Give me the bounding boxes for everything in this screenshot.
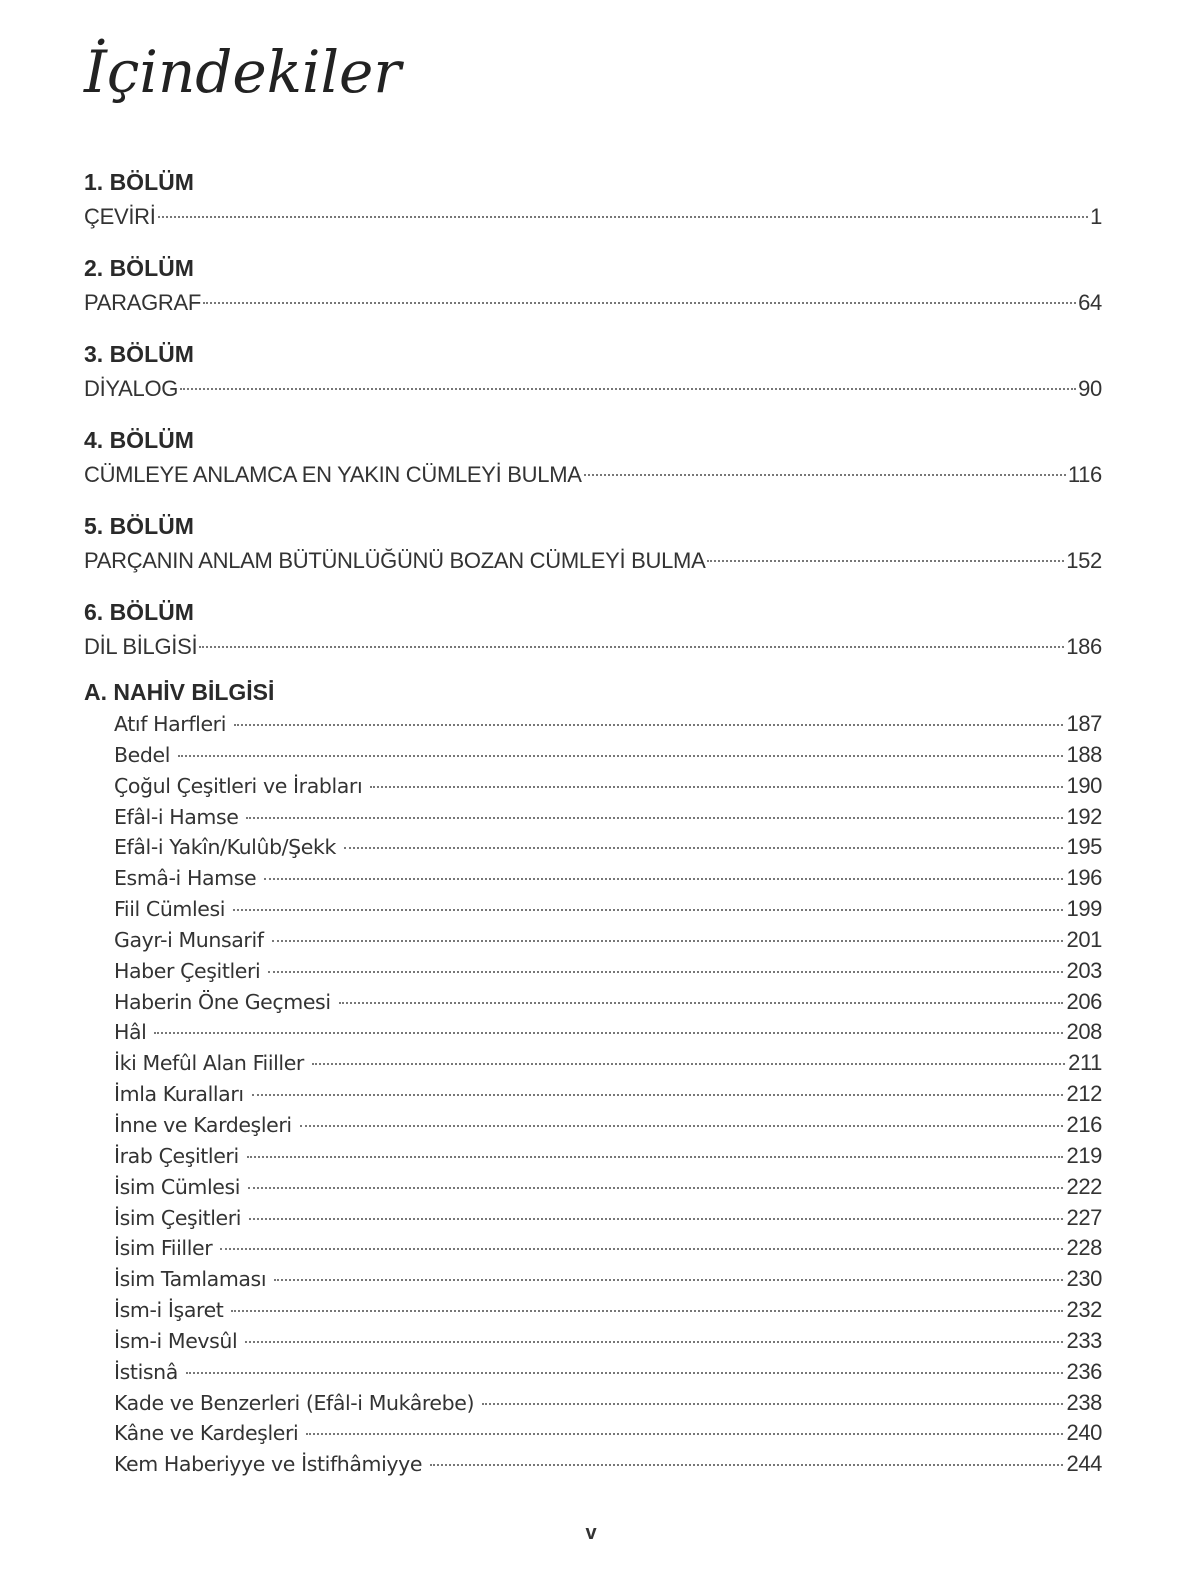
toc-subentry[interactable] <box>84 1141 1102 1172</box>
dot-leader <box>248 1187 1063 1189</box>
toc-entry[interactable] <box>84 629 1102 665</box>
subentry-label: Çoğul Çeşitleri ve İrabları <box>114 773 363 798</box>
dot-leader <box>233 909 1063 911</box>
subentry-label: İsim Tamlaması <box>114 1267 267 1292</box>
entry-label: PARÇANIN ANLAM BÜTÜNLÜĞÜNÜ BOZAN CÜMLEYİ BULMA <box>84 548 706 573</box>
subentry-page: 236 <box>1066 1358 1102 1384</box>
dot-leader <box>234 724 1063 726</box>
dot-leader <box>312 1063 1065 1065</box>
subentry-label: Efâl-i Yakîn/Kulûb/Şekk <box>114 835 336 860</box>
entry-page: 1 <box>1090 204 1102 229</box>
subentry-label: Kade ve Benzerleri (Efâl-i Mukârebe) <box>114 1390 475 1415</box>
dot-leader <box>344 847 1064 849</box>
toc-entry[interactable] <box>84 285 1102 321</box>
toc-subentry[interactable] <box>84 1203 1102 1234</box>
subentry-label: İnne ve Kardeşleri <box>114 1112 292 1137</box>
toc-subentry[interactable] <box>84 1388 1102 1419</box>
toc-subentry[interactable] <box>84 863 1102 894</box>
dot-leader <box>264 878 1063 880</box>
subentry-page: 228 <box>1066 1235 1102 1261</box>
dot-leader <box>430 1464 1063 1466</box>
subentry-page: 216 <box>1066 1111 1102 1137</box>
toc-subentry[interactable] <box>84 1048 1102 1079</box>
dot-leader <box>220 1248 1063 1250</box>
subentry-page: 230 <box>1066 1266 1102 1292</box>
subentry-page: 227 <box>1066 1204 1102 1230</box>
dot-leader <box>300 1125 1064 1127</box>
subentry-label: Gayr-i Munsarif <box>114 927 264 952</box>
subentry-label: İmla Kuralları <box>114 1082 244 1107</box>
toc-section <box>84 166 1102 235</box>
entry-page: 116 <box>1067 462 1102 487</box>
subentry-label: Hâl <box>114 1020 147 1045</box>
section-heading: 4. BÖLÜM <box>84 427 194 453</box>
subentry-label: Haberin Öne Geçmesi <box>114 989 331 1014</box>
entry-label: ÇEVİRİ <box>84 204 156 229</box>
subentry-page: 240 <box>1066 1420 1102 1446</box>
subentry-page: 201 <box>1066 926 1102 952</box>
entry-label: PARAGRAF <box>84 290 201 315</box>
section-heading: 6. BÖLÜM <box>84 599 194 625</box>
toc-entry[interactable] <box>84 457 1102 493</box>
table-of-contents <box>84 166 1102 1480</box>
entry-page: 186 <box>1066 634 1102 659</box>
toc-subentry[interactable] <box>84 987 1102 1018</box>
toc-subentry[interactable] <box>84 1418 1102 1449</box>
subentry-page: 233 <box>1066 1327 1102 1353</box>
subentry-page: 212 <box>1066 1081 1102 1107</box>
toc-subentry[interactable] <box>84 925 1102 956</box>
toc-section <box>84 338 1102 407</box>
subentry-label: Fiil Cümlesi <box>114 897 226 922</box>
dot-leader <box>199 646 1064 648</box>
section-heading: 1. BÖLÜM <box>84 169 194 195</box>
toc-subentry[interactable] <box>84 1079 1102 1110</box>
entry-page: 64 <box>1078 290 1102 315</box>
subentry-page: 192 <box>1066 803 1102 829</box>
dot-leader <box>203 302 1076 304</box>
dot-leader <box>306 1433 1063 1435</box>
subentry-page: 211 <box>1068 1050 1102 1076</box>
dot-leader <box>246 817 1063 819</box>
dot-leader <box>247 1156 1064 1158</box>
subentry-label: Esmâ-i Hamse <box>114 866 257 891</box>
toc-section <box>84 252 1102 321</box>
subentry-label: İki Mefûl Alan Fiiller <box>114 1051 304 1076</box>
page-title: İçindekiler <box>84 38 402 106</box>
subentry-page: 195 <box>1066 834 1102 860</box>
toc-section <box>84 510 1102 579</box>
toc-subentry[interactable] <box>84 1110 1102 1141</box>
toc-subentry[interactable] <box>84 740 1102 771</box>
entry-page: 90 <box>1078 376 1102 401</box>
subentry-page: 203 <box>1066 957 1102 983</box>
dot-leader <box>707 560 1064 562</box>
subentry-page: 222 <box>1066 1173 1102 1199</box>
toc-subsection <box>84 675 1102 1480</box>
dot-leader <box>482 1403 1063 1405</box>
subentry-label: İsm-i İşaret <box>114 1298 224 1323</box>
dot-leader <box>231 1310 1063 1312</box>
toc-section <box>84 424 1102 493</box>
toc-subentry[interactable] <box>84 771 1102 802</box>
toc-subentry[interactable] <box>84 1172 1102 1203</box>
subentry-label: İsim Fiiller <box>114 1236 213 1261</box>
toc-section <box>84 596 1102 665</box>
subentry-page: 187 <box>1066 711 1102 736</box>
subentry-page: 208 <box>1066 1019 1102 1045</box>
toc-subentry[interactable] <box>84 1295 1102 1326</box>
dot-leader <box>584 474 1066 476</box>
section-heading: 5. BÖLÜM <box>84 513 194 539</box>
subentry-label: İsm-i Mevsûl <box>114 1328 238 1353</box>
subentry-page: 244 <box>1066 1451 1102 1477</box>
dot-leader <box>178 755 1063 757</box>
toc-entry[interactable] <box>84 199 1102 235</box>
dot-leader <box>268 971 1063 973</box>
section-heading: 3. BÖLÜM <box>84 341 194 367</box>
entry-label: CÜMLEYE ANLAMCA EN YAKIN CÜMLEYİ BULMA <box>84 462 582 487</box>
subentry-page: 190 <box>1066 772 1102 798</box>
subentry-label: Atıf Harfleri <box>114 712 226 736</box>
toc-entry[interactable] <box>84 543 1102 579</box>
dot-leader <box>249 1218 1063 1220</box>
subentry-label: Bedel <box>114 742 170 767</box>
toc-subentry[interactable] <box>84 709 1102 740</box>
dot-leader <box>180 388 1076 390</box>
subentry-label: İrab Çeşitleri <box>114 1143 239 1168</box>
subentry-label: İsim Cümlesi <box>114 1174 241 1199</box>
subsection-heading: A. NAHİV BİLGİSİ <box>84 679 275 705</box>
toc-subentry[interactable] <box>84 956 1102 987</box>
subentry-page: 232 <box>1066 1297 1102 1323</box>
toc-subentry[interactable] <box>84 1357 1102 1388</box>
subsection-items <box>84 709 1102 1480</box>
dot-leader <box>158 216 1089 218</box>
subentry-page: 238 <box>1066 1389 1102 1415</box>
toc-subentry[interactable] <box>84 1449 1102 1480</box>
subentry-label: Efâl-i Hamse <box>114 804 239 829</box>
dot-leader <box>370 786 1063 788</box>
dot-leader <box>274 1279 1063 1281</box>
dot-leader <box>272 940 1064 942</box>
page-number: v <box>585 1522 597 1544</box>
toc-entry[interactable] <box>84 371 1102 407</box>
entry-label: DİL BİLGİSİ <box>84 634 198 659</box>
toc-subentry[interactable] <box>84 832 1102 863</box>
subentry-page: 206 <box>1066 988 1102 1014</box>
subentry-label: Kem Haberiyye ve İstifhâmiyye <box>114 1452 423 1477</box>
subentry-label: Kâne ve Kardeşleri <box>114 1421 299 1446</box>
subentry-label: İstisnâ <box>114 1359 178 1384</box>
subentry-page: 196 <box>1066 865 1102 891</box>
subentry-page: 199 <box>1066 896 1102 922</box>
toc-subentry[interactable] <box>84 894 1102 925</box>
toc-subentry[interactable] <box>84 1326 1102 1357</box>
subentry-page: 188 <box>1066 741 1102 767</box>
subentry-label: İsim Çeşitleri <box>114 1205 242 1230</box>
subentry-label: Haber Çeşitleri <box>114 958 261 983</box>
dot-leader <box>339 1002 1064 1004</box>
dot-leader <box>252 1094 1064 1096</box>
toc-subentry[interactable] <box>84 1017 1102 1048</box>
entry-page: 152 <box>1066 548 1102 573</box>
entry-label: DİYALOG <box>84 376 179 401</box>
toc-subentry[interactable] <box>84 1233 1102 1264</box>
dot-leader <box>245 1341 1063 1343</box>
toc-subentry[interactable] <box>84 1264 1102 1295</box>
subentry-page: 219 <box>1066 1142 1102 1168</box>
dot-leader <box>154 1032 1063 1034</box>
dot-leader <box>186 1372 1064 1374</box>
toc-subentry[interactable] <box>84 802 1102 833</box>
section-heading: 2. BÖLÜM <box>84 255 194 281</box>
